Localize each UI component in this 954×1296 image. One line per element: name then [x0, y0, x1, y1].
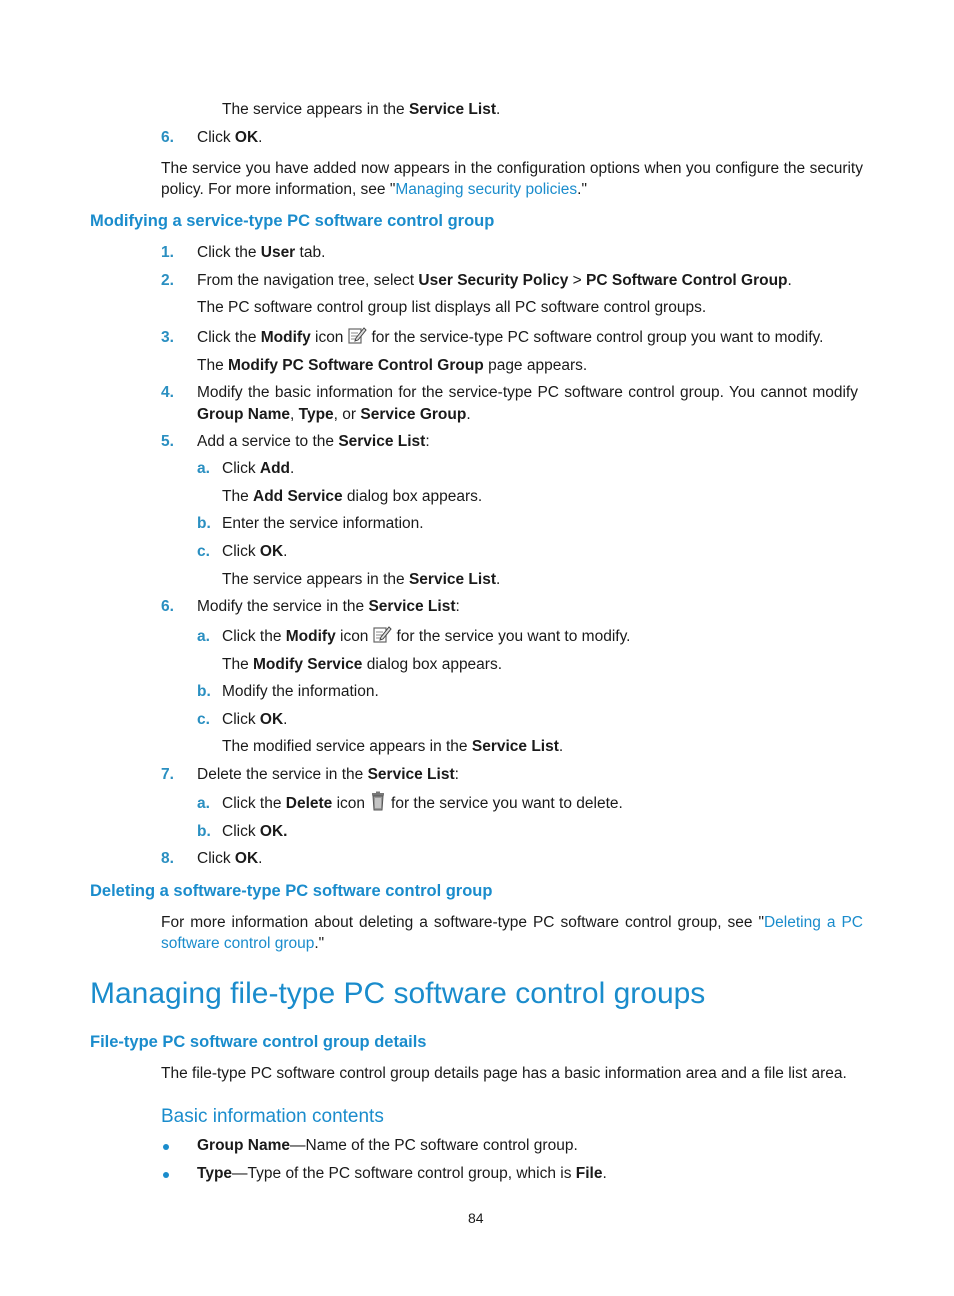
chapter-title: Managing file-type PC software control groups: [90, 977, 706, 1010]
substep-letter: b.: [197, 515, 211, 532]
substep-result: The modified service appears in the Service List.: [222, 738, 564, 755]
step-number: 4.: [161, 384, 174, 401]
step-result: The PC software control group list displays all PC software control groups.: [197, 299, 707, 316]
delete-paragraph-line1: For more information about deleting a software-type PC software control group, see "Deleting a PC: [161, 914, 863, 931]
deleting-pc-link[interactable]: Deleting a PC: [763, 914, 863, 931]
step-text: Click the Modify icon for the service-type PC software control group you want to modify.: [197, 325, 823, 354]
intro-service-appears: The service appears in the Service List.: [222, 101, 501, 118]
step-text: Delete the service in the Service List:: [197, 766, 459, 783]
step-number: 5.: [161, 433, 174, 450]
substep-text: Click OK.: [222, 543, 288, 560]
basic-info-heading: Basic information contents: [161, 1106, 384, 1127]
modify-icon: [347, 325, 367, 354]
step-text: Add a service to the Service List:: [197, 433, 430, 450]
step-text: Click OK.: [197, 850, 263, 867]
substep-letter: a.: [197, 795, 210, 812]
modify-section-heading: Modifying a service-type PC software control group: [90, 212, 495, 230]
step-number: 1.: [161, 244, 174, 261]
step-number: 6.: [161, 598, 174, 615]
intro-step6-text: Click OK.: [197, 129, 263, 146]
substep-result: The Modify Service dialog box appears.: [222, 656, 503, 673]
intro-paragraph-line1: The service you have added now appears in the configuration options when you configure the security: [161, 160, 863, 177]
substep-letter: c.: [197, 711, 210, 728]
delete-icon: [369, 791, 387, 820]
substep-letter: b.: [197, 823, 211, 840]
substep-text: Click the Modify icon for the service you want to modify.: [222, 624, 630, 653]
page-number: 84: [468, 1210, 484, 1226]
step-text: From the navigation tree, select User Security Policy > PC Software Control Group.: [197, 272, 792, 289]
bullet-dot: [163, 1144, 169, 1150]
substep-letter: a.: [197, 460, 210, 477]
details-heading: File-type PC software control group details: [90, 1033, 427, 1051]
substep-text: Click the Delete icon for the service you want to delete.: [222, 791, 623, 820]
bullet-dot: [163, 1172, 169, 1178]
substep-letter: a.: [197, 628, 210, 645]
substep-letter: c.: [197, 543, 210, 560]
delete-section-heading: Deleting a software-type PC software control group: [90, 882, 493, 900]
step-number: 2.: [161, 272, 174, 289]
software-control-group-link[interactable]: software control group: [161, 935, 315, 952]
substep-text: Enter the service information.: [222, 515, 424, 532]
substep-text: Click Add.: [222, 460, 295, 477]
bullet-group-name: Group Name—Name of the PC software control group.: [197, 1137, 578, 1154]
intro-paragraph-line2: policy. For more information, see "Managing security policies.": [161, 181, 587, 198]
bullet-type: Type—Type of the PC software control group, which is File.: [197, 1165, 607, 1182]
step-text: Modify the service in the Service List:: [197, 598, 460, 615]
substep-result: The Add Service dialog box appears.: [222, 488, 483, 505]
substep-text: Click OK.: [222, 711, 288, 728]
step-text-line2: Group Name, Type, or Service Group.: [197, 406, 471, 423]
substep-result: The service appears in the Service List.: [222, 571, 501, 588]
substep-text: Click OK.: [222, 823, 288, 840]
step-number: 6.: [161, 129, 174, 146]
substep-text: Modify the information.: [222, 683, 379, 700]
step-result: The Modify PC Software Control Group page appears.: [197, 357, 588, 374]
step-number: 7.: [161, 766, 174, 783]
step-text: Click the User tab.: [197, 244, 326, 261]
step-text-line1: Modify the basic information for the service-type PC software control group. You cannot modify: [197, 384, 858, 401]
details-paragraph: The file-type PC software control group details page has a basic information area and a file list area.: [161, 1065, 847, 1082]
step-number: 8.: [161, 850, 174, 867]
managing-security-policies-link[interactable]: Managing security policies: [395, 181, 578, 198]
substep-letter: b.: [197, 683, 211, 700]
delete-paragraph-line2: software control group.": [161, 935, 325, 952]
step-number: 3.: [161, 329, 174, 346]
modify-icon: [372, 624, 392, 653]
